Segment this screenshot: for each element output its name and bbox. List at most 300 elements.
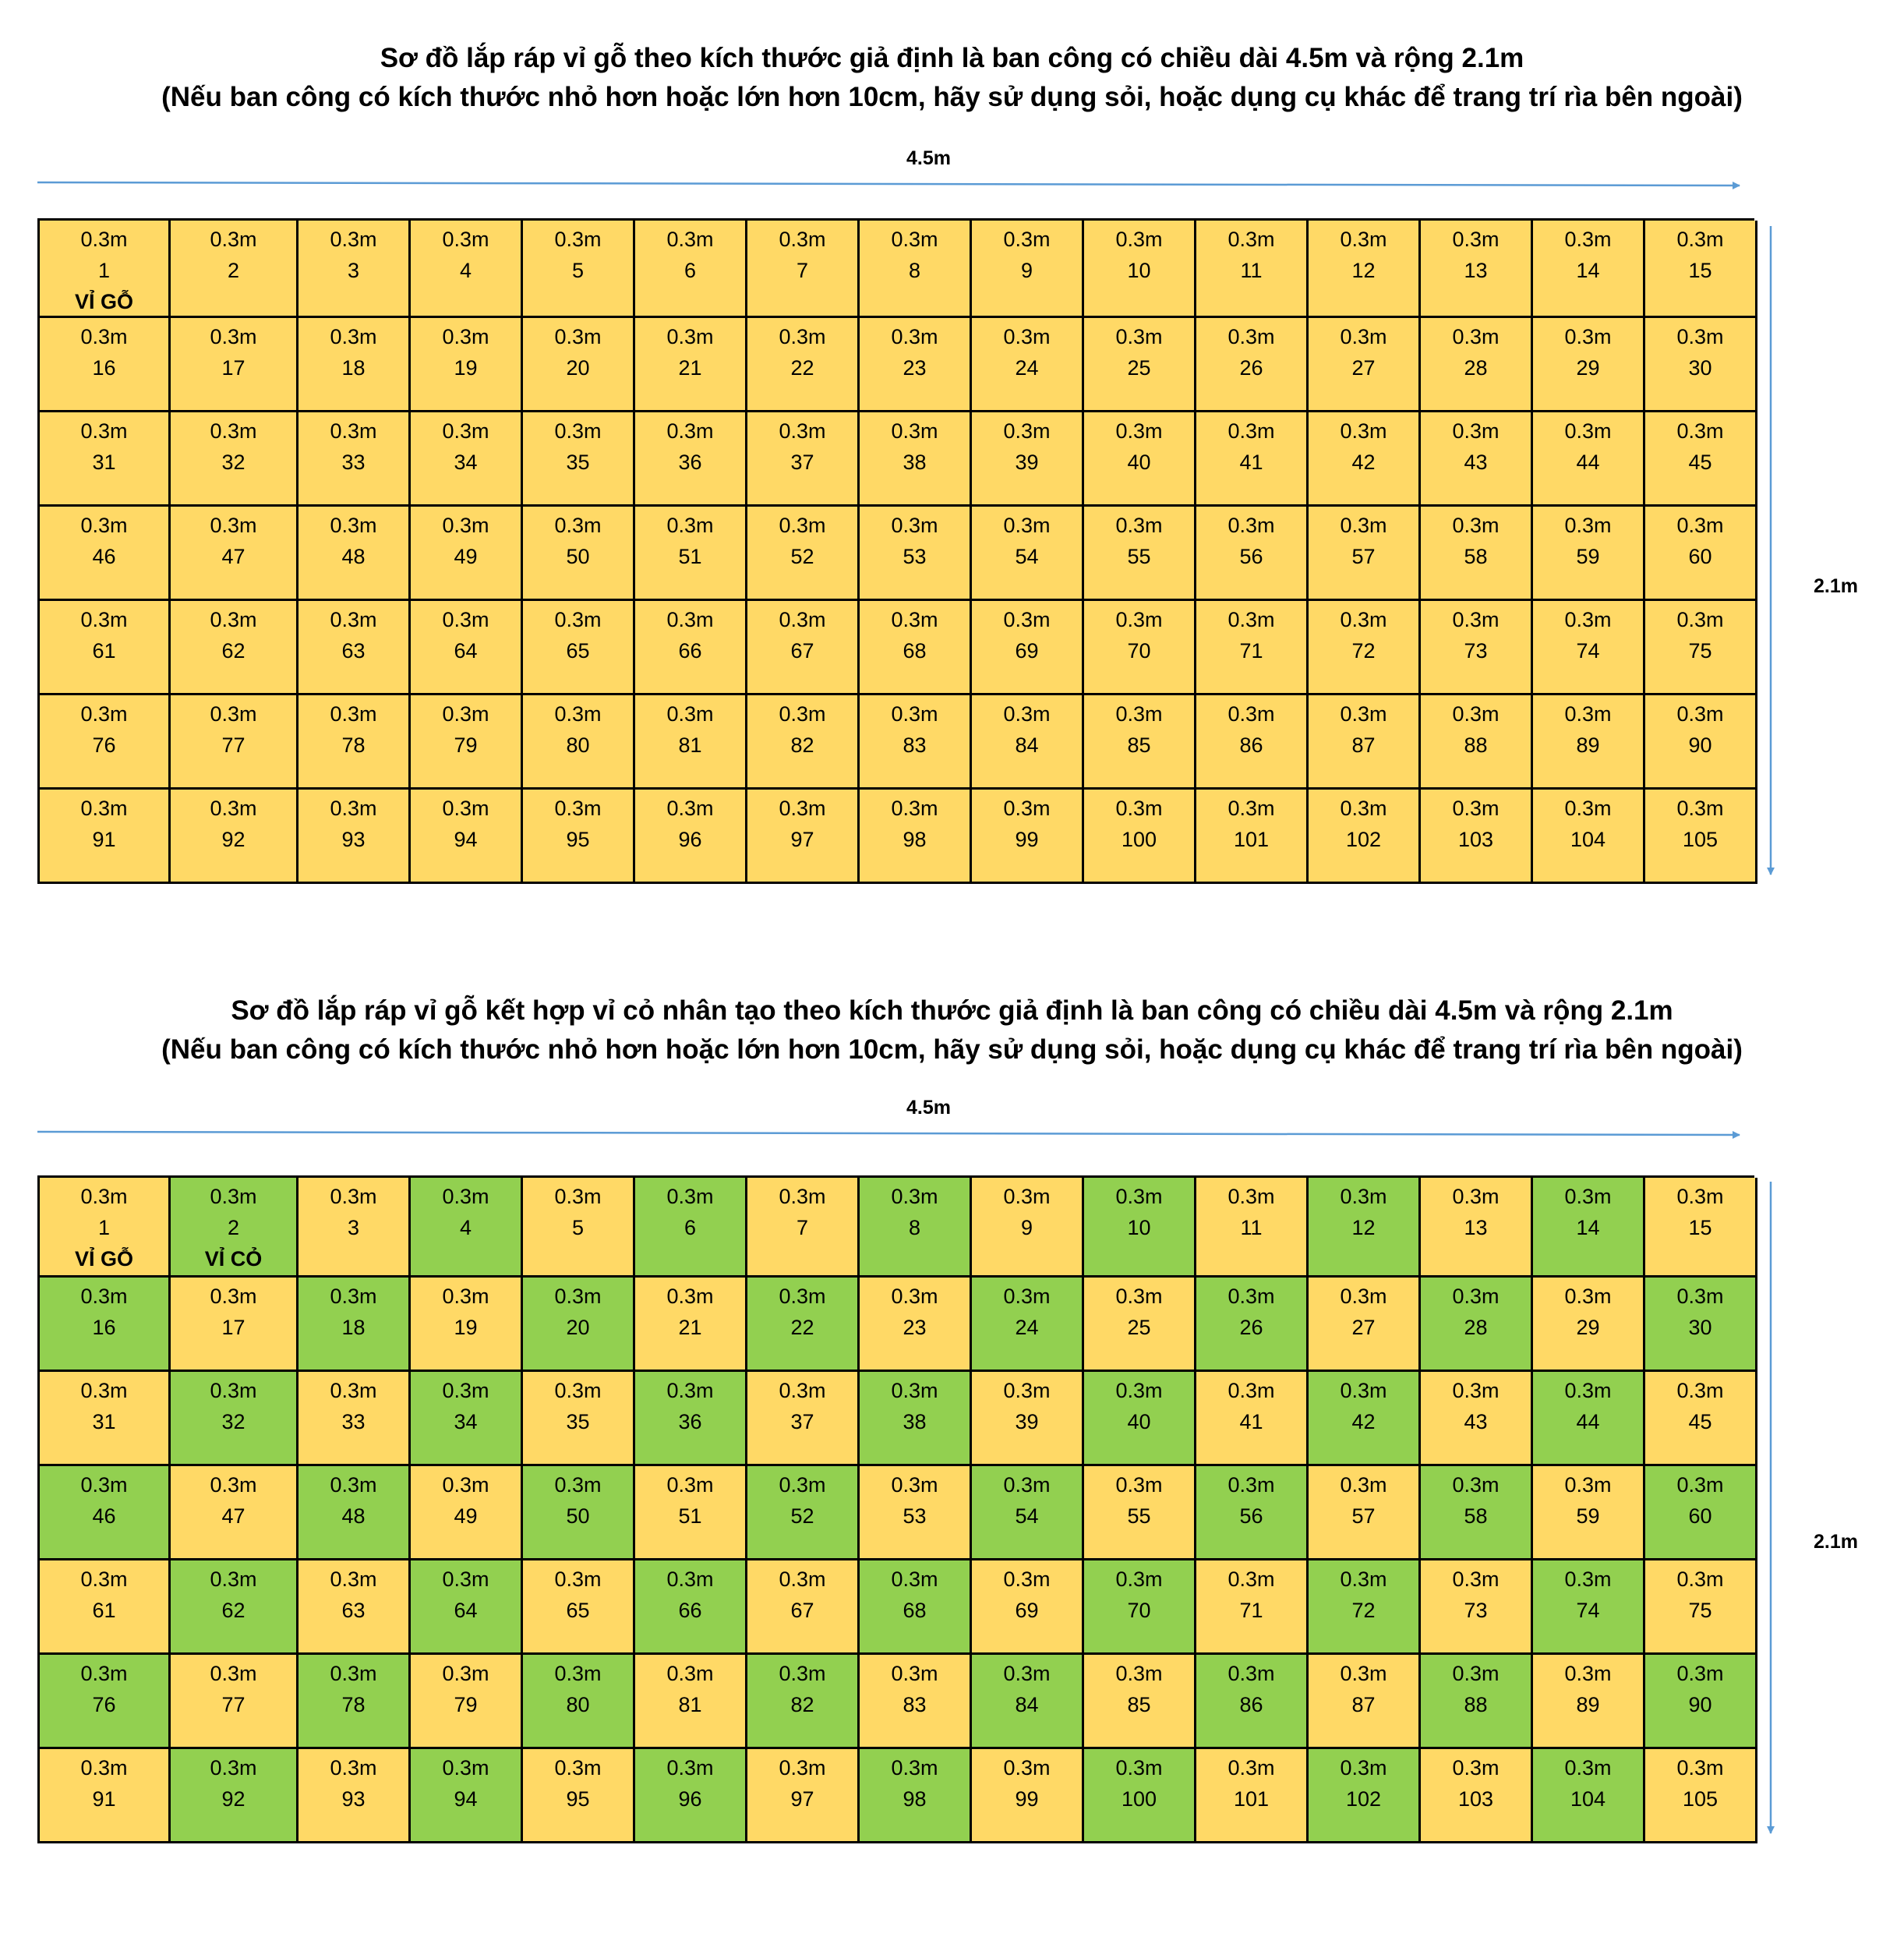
tile-size-label: 0.3m bbox=[330, 1567, 377, 1591]
tile-number: 57 bbox=[1351, 545, 1376, 568]
tile-size-label: 0.3m bbox=[666, 1473, 714, 1497]
tile-number: 7 bbox=[796, 259, 809, 282]
tile-number: 103 bbox=[1457, 1787, 1494, 1811]
tile-size-label: 0.3m bbox=[1115, 1662, 1163, 1685]
tile-size-label: 0.3m bbox=[891, 1567, 938, 1591]
tile-type-tag: VỈ GỖ bbox=[74, 1247, 133, 1271]
tile-number: 85 bbox=[1127, 733, 1151, 757]
tile-number: 88 bbox=[1464, 733, 1488, 757]
tile-number: 36 bbox=[678, 1410, 702, 1433]
tile-size-label: 0.3m bbox=[1115, 608, 1163, 631]
tile-number: 79 bbox=[454, 733, 478, 757]
tile-size-label: 0.3m bbox=[1115, 1567, 1163, 1591]
tile-size-label: 0.3m bbox=[1228, 1285, 1275, 1308]
tile-number: 93 bbox=[341, 828, 366, 851]
tile-number: 84 bbox=[1015, 733, 1039, 757]
tile-size-label: 0.3m bbox=[1228, 1756, 1275, 1780]
tile-number: 62 bbox=[221, 639, 246, 663]
tile-size-label: 0.3m bbox=[442, 325, 489, 348]
tile-size-label: 0.3m bbox=[1003, 325, 1051, 348]
tile-size-label: 0.3m bbox=[210, 1185, 257, 1208]
tile-number: 35 bbox=[566, 1410, 590, 1433]
tile-number: 96 bbox=[678, 828, 702, 851]
tile-number: 41 bbox=[1239, 451, 1263, 474]
tile-size-label: 0.3m bbox=[891, 1473, 938, 1497]
tile-size-label: 0.3m bbox=[891, 1285, 938, 1308]
tile-number: 49 bbox=[454, 545, 478, 568]
tile-size-label: 0.3m bbox=[1676, 228, 1724, 251]
tile-number: 89 bbox=[1576, 1693, 1600, 1716]
tile-number: 65 bbox=[566, 639, 590, 663]
tile-size-label: 0.3m bbox=[330, 1662, 377, 1685]
tile-size-label: 0.3m bbox=[666, 419, 714, 443]
tile-size-label: 0.3m bbox=[554, 228, 602, 251]
tile-number: 31 bbox=[92, 1410, 116, 1433]
diagram2-width-label: 4.5m bbox=[906, 1097, 951, 1119]
tile-size-label: 0.3m bbox=[442, 1567, 489, 1591]
tile-number: 3 bbox=[347, 259, 360, 282]
tile-size-label: 0.3m bbox=[442, 702, 489, 726]
tile-number: 69 bbox=[1015, 639, 1039, 663]
tile-number: 35 bbox=[566, 451, 590, 474]
tile-size-label: 0.3m bbox=[554, 325, 602, 348]
tile-number: 80 bbox=[566, 1693, 590, 1716]
tile-number: 74 bbox=[1576, 1599, 1600, 1622]
tile-size-label: 0.3m bbox=[1340, 1285, 1387, 1308]
tile-number: 74 bbox=[1576, 639, 1600, 663]
tile-number: 21 bbox=[678, 356, 702, 380]
tile-size-label: 0.3m bbox=[1115, 514, 1163, 537]
tile-number: 8 bbox=[908, 1216, 921, 1239]
tile-number: 21 bbox=[678, 1316, 702, 1339]
tile-size-label: 0.3m bbox=[554, 514, 602, 537]
tile-number: 81 bbox=[678, 1693, 702, 1716]
tile-number: 1 bbox=[97, 259, 111, 282]
tile-number: 77 bbox=[221, 733, 246, 757]
tile-number: 97 bbox=[790, 828, 814, 851]
tile-number: 82 bbox=[790, 1693, 814, 1716]
tile-number: 101 bbox=[1233, 828, 1270, 851]
tile-size-label: 0.3m bbox=[80, 1662, 128, 1685]
tile-number: 34 bbox=[454, 1410, 478, 1433]
tile-number: 54 bbox=[1015, 1504, 1039, 1528]
diagram1-height-label: 2.1m bbox=[1814, 575, 1858, 597]
tile-number: 5 bbox=[571, 259, 585, 282]
tile-size-label: 0.3m bbox=[1340, 1379, 1387, 1402]
tile-number: 55 bbox=[1127, 545, 1151, 568]
tile-number: 77 bbox=[221, 1693, 246, 1716]
tile-number: 10 bbox=[1127, 259, 1151, 282]
tile-number: 89 bbox=[1576, 733, 1600, 757]
tile-number: 93 bbox=[341, 1787, 366, 1811]
tile-size-label: 0.3m bbox=[779, 514, 826, 537]
tile-number: 37 bbox=[790, 1410, 814, 1433]
tile-number: 71 bbox=[1239, 1599, 1263, 1622]
tile-size-label: 0.3m bbox=[1452, 325, 1500, 348]
tile-number: 7 bbox=[796, 1216, 809, 1239]
tile-size-label: 0.3m bbox=[666, 1379, 714, 1402]
tile-number: 86 bbox=[1239, 733, 1263, 757]
diagram1-width-label: 4.5m bbox=[906, 147, 951, 169]
tile-number: 11 bbox=[1240, 259, 1263, 282]
tile-number: 29 bbox=[1576, 356, 1600, 380]
tile-size-label: 0.3m bbox=[779, 1285, 826, 1308]
tile-number: 33 bbox=[341, 1410, 366, 1433]
tile-number: 22 bbox=[790, 1316, 814, 1339]
tile-size-label: 0.3m bbox=[1003, 419, 1051, 443]
tile-number: 55 bbox=[1127, 1504, 1151, 1528]
tile-number: 13 bbox=[1464, 259, 1488, 282]
tile-number: 25 bbox=[1127, 1316, 1151, 1339]
tile-size-label: 0.3m bbox=[1676, 1379, 1724, 1402]
tile-number: 40 bbox=[1127, 451, 1151, 474]
tile-number: 53 bbox=[903, 545, 927, 568]
tile-number: 26 bbox=[1239, 356, 1263, 380]
tile-size-label: 0.3m bbox=[779, 1567, 826, 1591]
tile-size-label: 0.3m bbox=[666, 1185, 714, 1208]
tile-number: 6 bbox=[684, 259, 697, 282]
tile-size-label: 0.3m bbox=[1564, 228, 1612, 251]
tile-size-label: 0.3m bbox=[1003, 797, 1051, 820]
tile-size-label: 0.3m bbox=[554, 1567, 602, 1591]
tile-size-label: 0.3m bbox=[210, 608, 257, 631]
tile-size-label: 0.3m bbox=[1340, 419, 1387, 443]
tile-number: 40 bbox=[1127, 1410, 1151, 1433]
tile-number: 16 bbox=[92, 1316, 116, 1339]
tile-number: 67 bbox=[790, 639, 814, 663]
tile-size-label: 0.3m bbox=[1340, 1756, 1387, 1780]
tile-number: 9 bbox=[1020, 259, 1033, 282]
tile-number: 9 bbox=[1020, 1216, 1033, 1239]
tile-number: 76 bbox=[92, 733, 116, 757]
tile-size-label: 0.3m bbox=[554, 797, 602, 820]
tile-size-label: 0.3m bbox=[1676, 1756, 1724, 1780]
tile-number: 4 bbox=[459, 259, 472, 282]
tile-size-label: 0.3m bbox=[779, 1756, 826, 1780]
tile-number: 58 bbox=[1464, 545, 1488, 568]
tile-number: 68 bbox=[903, 1599, 927, 1622]
tile-number: 98 bbox=[903, 1787, 927, 1811]
tile-type-tag: VỈ CỎ bbox=[204, 1247, 263, 1271]
tile-number: 65 bbox=[566, 1599, 590, 1622]
tile-number: 95 bbox=[566, 1787, 590, 1811]
tile-size-label: 0.3m bbox=[1564, 1662, 1612, 1685]
tile-size-label: 0.3m bbox=[80, 1285, 128, 1308]
tile-number: 84 bbox=[1015, 1693, 1039, 1716]
tile-size-label: 0.3m bbox=[779, 702, 826, 726]
tile-size-label: 0.3m bbox=[442, 514, 489, 537]
tile-number: 92 bbox=[221, 828, 246, 851]
tile-size-label: 0.3m bbox=[1003, 228, 1051, 251]
tile-size-label: 0.3m bbox=[891, 514, 938, 537]
diagram1-title-line1: Sơ đồ lắp ráp vỉ gỗ theo kích thước giả định là ban công có chiều dài 4.5m và rộng 2.1m bbox=[380, 43, 1524, 73]
tile-number: 43 bbox=[1464, 451, 1488, 474]
tile-size-label: 0.3m bbox=[210, 1379, 257, 1402]
tile-size-label: 0.3m bbox=[1003, 1379, 1051, 1402]
tile-size-label: 0.3m bbox=[210, 1473, 257, 1497]
tile-size-label: 0.3m bbox=[779, 608, 826, 631]
tile-size-label: 0.3m bbox=[666, 1756, 714, 1780]
tile-number: 103 bbox=[1457, 828, 1494, 851]
tile-size-label: 0.3m bbox=[554, 1379, 602, 1402]
tile-size-label: 0.3m bbox=[80, 325, 128, 348]
tile-size-label: 0.3m bbox=[891, 1185, 938, 1208]
tile-number: 68 bbox=[903, 639, 927, 663]
tile-size-label: 0.3m bbox=[80, 514, 128, 537]
tile-size-label: 0.3m bbox=[1676, 702, 1724, 726]
tile-size-label: 0.3m bbox=[80, 419, 128, 443]
tile-size-label: 0.3m bbox=[1115, 228, 1163, 251]
tile-number: 38 bbox=[903, 1410, 927, 1433]
tile-number: 39 bbox=[1015, 451, 1039, 474]
tile-number: 16 bbox=[92, 356, 116, 380]
tile-size-label: 0.3m bbox=[1115, 419, 1163, 443]
tile-size-label: 0.3m bbox=[330, 1473, 377, 1497]
tile-size-label: 0.3m bbox=[210, 228, 257, 251]
tile-size-label: 0.3m bbox=[442, 1662, 489, 1685]
tile-size-label: 0.3m bbox=[1452, 1473, 1500, 1497]
tile-size-label: 0.3m bbox=[80, 797, 128, 820]
tile-size-label: 0.3m bbox=[1228, 1662, 1275, 1685]
tile-size-label: 0.3m bbox=[1452, 1379, 1500, 1402]
diagram2-title-line1: Sơ đồ lắp ráp vỉ gỗ kết hợp vỉ cỏ nhân tạo theo kích thước giả định là ban công có chiều dài 4.5m và rộng 2.1m bbox=[231, 995, 1673, 1026]
tile-size-label: 0.3m bbox=[666, 1662, 714, 1685]
tile-number: 11 bbox=[1240, 1216, 1263, 1239]
tile-size-label: 0.3m bbox=[442, 1473, 489, 1497]
tile-size-label: 0.3m bbox=[1564, 797, 1612, 820]
tile-size-label: 0.3m bbox=[1228, 608, 1275, 631]
tile-size-label: 0.3m bbox=[1228, 1473, 1275, 1497]
tile-size-label: 0.3m bbox=[1452, 1662, 1500, 1685]
tile-size-label: 0.3m bbox=[1003, 1662, 1051, 1685]
tile-number: 49 bbox=[454, 1504, 478, 1528]
tile-number: 14 bbox=[1576, 1216, 1600, 1239]
tile-number: 4 bbox=[459, 1216, 472, 1239]
tile-size-label: 0.3m bbox=[1228, 1185, 1275, 1208]
tile-number: 1 bbox=[97, 1216, 111, 1239]
tile-number: 14 bbox=[1576, 259, 1600, 282]
tile-size-label: 0.3m bbox=[80, 1756, 128, 1780]
tile-size-label: 0.3m bbox=[666, 514, 714, 537]
tile-size-label: 0.3m bbox=[1115, 1473, 1163, 1497]
tile-number: 94 bbox=[454, 1787, 478, 1811]
tile-number: 58 bbox=[1464, 1504, 1488, 1528]
tile-number: 15 bbox=[1688, 1216, 1712, 1239]
tile-number: 64 bbox=[454, 1599, 478, 1622]
tile-size-label: 0.3m bbox=[330, 419, 377, 443]
tile-number: 5 bbox=[571, 1216, 585, 1239]
tile-number: 22 bbox=[790, 356, 814, 380]
tile-size-label: 0.3m bbox=[1564, 1567, 1612, 1591]
tile-size-label: 0.3m bbox=[210, 1662, 257, 1685]
tile-size-label: 0.3m bbox=[1564, 608, 1612, 631]
tile-size-label: 0.3m bbox=[554, 1285, 602, 1308]
diagram2-height-label: 2.1m bbox=[1814, 1531, 1858, 1553]
tile-size-label: 0.3m bbox=[442, 1285, 489, 1308]
tile-number: 99 bbox=[1015, 828, 1039, 851]
tile-size-label: 0.3m bbox=[1003, 1285, 1051, 1308]
tile-number: 15 bbox=[1688, 259, 1712, 282]
tile-size-label: 0.3m bbox=[1340, 797, 1387, 820]
tile-number: 96 bbox=[678, 1787, 702, 1811]
tile-number: 48 bbox=[341, 1504, 366, 1528]
diagram2-title-line2: (Nếu ban công có kích thước nhỏ hơn hoặc lớn hơn 10cm, hãy sử dụng sỏi, hoặc dụng cụ khác để trang trí rìa bên ngoài) bbox=[161, 1034, 1743, 1065]
tile-number: 66 bbox=[678, 1599, 702, 1622]
tile-number: 26 bbox=[1239, 1316, 1263, 1339]
tile-number: 46 bbox=[92, 545, 116, 568]
tile-number: 52 bbox=[790, 545, 814, 568]
tile-size-label: 0.3m bbox=[80, 1379, 128, 1402]
tile-size-label: 0.3m bbox=[1228, 702, 1275, 726]
tile-size-label: 0.3m bbox=[1676, 797, 1724, 820]
tile-number: 99 bbox=[1015, 1787, 1039, 1811]
tile-size-label: 0.3m bbox=[80, 1473, 128, 1497]
tile-number: 43 bbox=[1464, 1410, 1488, 1433]
tile-number: 32 bbox=[221, 451, 246, 474]
tile-number: 87 bbox=[1351, 1693, 1376, 1716]
tile-number: 70 bbox=[1127, 1599, 1151, 1622]
tile-number: 63 bbox=[341, 1599, 366, 1622]
tile-size-label: 0.3m bbox=[1564, 419, 1612, 443]
tile-size-label: 0.3m bbox=[1003, 1473, 1051, 1497]
tile-number: 42 bbox=[1351, 1410, 1376, 1433]
tile-number: 34 bbox=[454, 451, 478, 474]
tile-size-label: 0.3m bbox=[779, 797, 826, 820]
tile-size-label: 0.3m bbox=[1228, 419, 1275, 443]
tile-number: 83 bbox=[903, 733, 927, 757]
tile-size-label: 0.3m bbox=[330, 797, 377, 820]
tile-number: 53 bbox=[903, 1504, 927, 1528]
tile-size-label: 0.3m bbox=[330, 702, 377, 726]
tile-number: 23 bbox=[903, 356, 927, 380]
tile-number: 33 bbox=[341, 451, 366, 474]
tile-size-label: 0.3m bbox=[210, 419, 257, 443]
tile-number: 59 bbox=[1576, 1504, 1600, 1528]
tile-size-label: 0.3m bbox=[554, 1185, 602, 1208]
tile-number: 60 bbox=[1688, 1504, 1712, 1528]
tile-size-label: 0.3m bbox=[1676, 419, 1724, 443]
tile-number: 13 bbox=[1464, 1216, 1488, 1239]
tile-size-label: 0.3m bbox=[1452, 419, 1500, 443]
tile-size-label: 0.3m bbox=[779, 1379, 826, 1402]
tile-number: 91 bbox=[92, 828, 116, 851]
tile-size-label: 0.3m bbox=[1564, 514, 1612, 537]
tile-size-label: 0.3m bbox=[1564, 1379, 1612, 1402]
tile-number: 2 bbox=[227, 259, 240, 282]
tile-number: 27 bbox=[1351, 356, 1376, 380]
tile-number: 78 bbox=[341, 733, 366, 757]
tile-size-label: 0.3m bbox=[1228, 514, 1275, 537]
tile-number: 51 bbox=[678, 545, 702, 568]
tile-number: 69 bbox=[1015, 1599, 1039, 1622]
tile-number: 56 bbox=[1239, 1504, 1263, 1528]
tile-number: 63 bbox=[341, 639, 366, 663]
tile-number: 60 bbox=[1688, 545, 1712, 568]
tile-number: 54 bbox=[1015, 545, 1039, 568]
tile-number: 45 bbox=[1688, 1410, 1712, 1433]
tile-size-label: 0.3m bbox=[1564, 325, 1612, 348]
tile-size-label: 0.3m bbox=[1340, 1185, 1387, 1208]
tile-number: 31 bbox=[92, 451, 116, 474]
tile-number: 78 bbox=[341, 1693, 366, 1716]
tile-size-label: 0.3m bbox=[210, 325, 257, 348]
tile-size-label: 0.3m bbox=[1340, 514, 1387, 537]
tile-size-label: 0.3m bbox=[891, 797, 938, 820]
tile-number: 88 bbox=[1464, 1693, 1488, 1716]
tile-size-label: 0.3m bbox=[1340, 702, 1387, 726]
tile-size-label: 0.3m bbox=[442, 1756, 489, 1780]
tile-size-label: 0.3m bbox=[1452, 514, 1500, 537]
tile-number: 50 bbox=[566, 545, 590, 568]
tile-number: 32 bbox=[221, 1410, 246, 1433]
tile-size-label: 0.3m bbox=[1676, 1662, 1724, 1685]
tile-size-label: 0.3m bbox=[891, 1379, 938, 1402]
tile-type-tag: VỈ GỖ bbox=[74, 290, 133, 313]
tile-number: 42 bbox=[1351, 451, 1376, 474]
tile-size-label: 0.3m bbox=[1452, 797, 1500, 820]
diagram1-title-line2: (Nếu ban công có kích thước nhỏ hơn hoặc lớn hơn 10cm, hãy sử dụng sỏi, hoặc dụng cụ khác để trang trí rìa bên ngoài) bbox=[161, 82, 1743, 112]
tile-number: 47 bbox=[221, 545, 246, 568]
tile-number: 52 bbox=[790, 1504, 814, 1528]
tile-size-label: 0.3m bbox=[80, 702, 128, 726]
tile-number: 45 bbox=[1688, 451, 1712, 474]
tile-number: 47 bbox=[221, 1504, 246, 1528]
tile-size-label: 0.3m bbox=[80, 1567, 128, 1591]
tile-size-label: 0.3m bbox=[554, 702, 602, 726]
tile-size-label: 0.3m bbox=[1452, 1567, 1500, 1591]
tile-number: 30 bbox=[1688, 1316, 1712, 1339]
tile-number: 98 bbox=[903, 828, 927, 851]
tile-size-label: 0.3m bbox=[1452, 1185, 1500, 1208]
tile-number: 19 bbox=[454, 1316, 478, 1339]
tile-size-label: 0.3m bbox=[1452, 228, 1500, 251]
tile-size-label: 0.3m bbox=[210, 514, 257, 537]
tile-number: 10 bbox=[1127, 1216, 1151, 1239]
tile-size-label: 0.3m bbox=[330, 1756, 377, 1780]
tile-number: 19 bbox=[454, 356, 478, 380]
tile-number: 100 bbox=[1121, 828, 1157, 851]
tile-size-label: 0.3m bbox=[1228, 1567, 1275, 1591]
tile-size-label: 0.3m bbox=[891, 325, 938, 348]
tile-number: 85 bbox=[1127, 1693, 1151, 1716]
tile-number: 37 bbox=[790, 451, 814, 474]
tile-size-label: 0.3m bbox=[666, 608, 714, 631]
tile-size-label: 0.3m bbox=[210, 1567, 257, 1591]
tile-size-label: 0.3m bbox=[330, 1285, 377, 1308]
tile-number: 38 bbox=[903, 451, 927, 474]
tile-size-label: 0.3m bbox=[1676, 1567, 1724, 1591]
tile-number: 61 bbox=[92, 1599, 116, 1622]
tile-size-label: 0.3m bbox=[1003, 1756, 1051, 1780]
tile-size-label: 0.3m bbox=[554, 1756, 602, 1780]
tile-size-label: 0.3m bbox=[1115, 1185, 1163, 1208]
tile-size-label: 0.3m bbox=[1340, 1662, 1387, 1685]
tile-number: 75 bbox=[1688, 639, 1712, 663]
tile-number: 20 bbox=[566, 356, 590, 380]
tile-number: 18 bbox=[341, 1316, 366, 1339]
tile-size-label: 0.3m bbox=[779, 1473, 826, 1497]
tile-size-label: 0.3m bbox=[1676, 1185, 1724, 1208]
tile-number: 17 bbox=[221, 1316, 246, 1339]
tile-size-label: 0.3m bbox=[666, 797, 714, 820]
tile-number: 102 bbox=[1345, 1787, 1382, 1811]
tile-size-label: 0.3m bbox=[442, 1185, 489, 1208]
tile-number: 86 bbox=[1239, 1693, 1263, 1716]
tile-size-label: 0.3m bbox=[1340, 325, 1387, 348]
tile-number: 102 bbox=[1345, 828, 1382, 851]
tile-size-label: 0.3m bbox=[1228, 228, 1275, 251]
tile-size-label: 0.3m bbox=[779, 1185, 826, 1208]
